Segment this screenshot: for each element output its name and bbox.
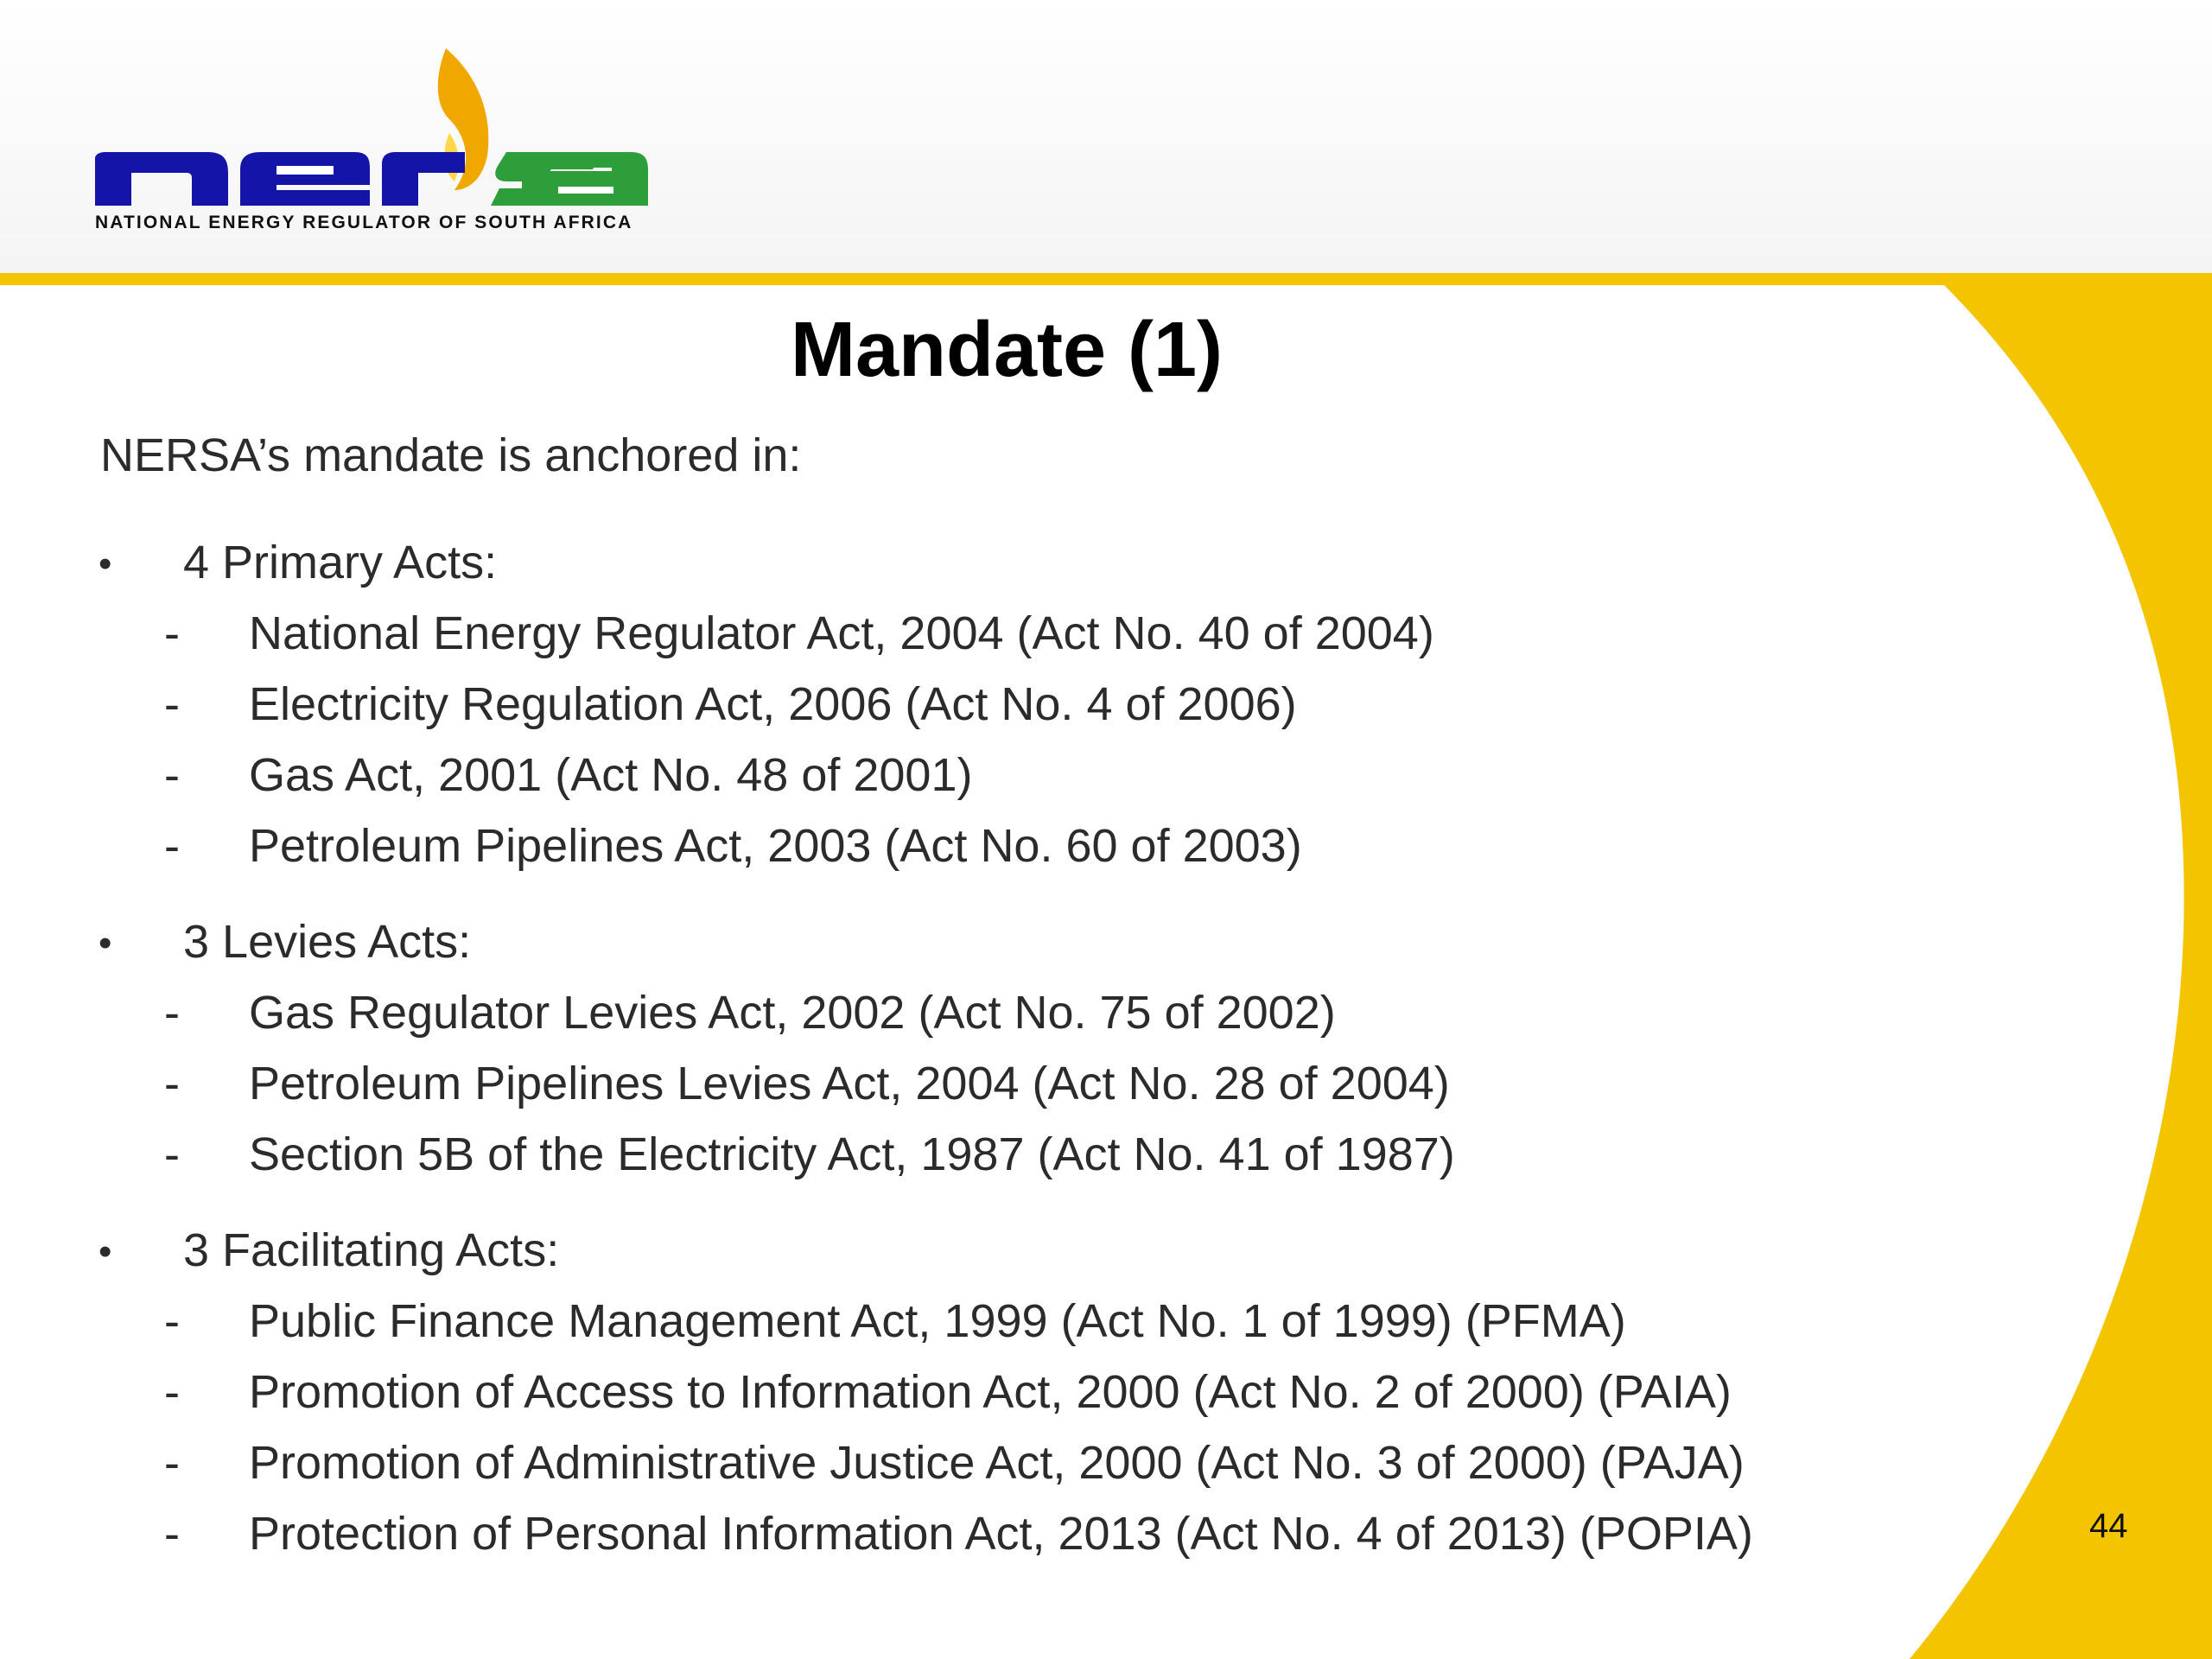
dash-marker: - <box>164 820 180 872</box>
bullet-heading: 3 Levies Acts: <box>183 916 472 968</box>
act-item: Protection of Personal Information Act, 2013 (Act No. 4 of 2013) (POPIA) <box>249 1508 1753 1560</box>
slide-title: Mandate (1) <box>790 307 1224 393</box>
act-item: National Energy Regulator Act, 2004 (Act No. 40 of 2004) <box>249 607 1434 659</box>
act-item: Promotion of Administrative Justice Act, 2000 (Act No. 3 of 2000) (PAJA) <box>249 1437 1745 1489</box>
dash-marker: - <box>164 1295 180 1347</box>
act-item: Gas Regulator Levies Act, 2002 (Act No. 75 of 2002) <box>249 987 1336 1039</box>
logo-letter-a <box>522 152 648 206</box>
bullet-heading: 3 Facilitating Acts: <box>183 1224 560 1276</box>
dash-marker: - <box>164 607 180 659</box>
logo-letter-e <box>240 152 370 206</box>
dash-marker: - <box>164 1366 180 1418</box>
dash-marker: - <box>164 1058 180 1109</box>
intro-text: NERSA’s mandate is anchored in: <box>100 429 802 481</box>
bullet-dot: • <box>99 922 112 964</box>
dash-marker: - <box>164 1508 180 1560</box>
page-number: 44 <box>2089 1507 2128 1545</box>
act-item: Petroleum Pipelines Act, 2003 (Act No. 60 of 2003) <box>249 820 1302 872</box>
bullet-dot: • <box>99 543 112 585</box>
act-item: Petroleum Pipelines Levies Act, 2004 (Act No. 28 of 2004) <box>249 1058 1450 1109</box>
act-item: Public Finance Management Act, 1999 (Act No. 1 of 1999) (PFMA) <box>249 1295 1626 1347</box>
dash-marker: - <box>164 1128 180 1180</box>
dash-marker: - <box>164 987 180 1039</box>
dash-marker: - <box>164 678 180 730</box>
act-item: Gas Act, 2001 (Act No. 48 of 2001) <box>249 749 973 801</box>
bullet-heading: 4 Primary Acts: <box>183 537 498 588</box>
act-item: Electricity Regulation Act, 2006 (Act No. 4 of 2006) <box>249 678 1297 730</box>
dash-marker: - <box>164 1437 180 1489</box>
bullet-dot: • <box>99 1230 112 1273</box>
act-item: Section 5B of the Electricity Act, 1987 (Act No. 41 of 1987) <box>249 1128 1455 1180</box>
logo-subtitle: NATIONAL ENERGY REGULATOR OF SOUTH AFRICA <box>95 213 633 232</box>
logo-letter-n <box>95 152 228 206</box>
act-item: Promotion of Access to Information Act, 2000 (Act No. 2 of 2000) (PAIA) <box>249 1366 1732 1418</box>
dash-marker: - <box>164 749 180 801</box>
